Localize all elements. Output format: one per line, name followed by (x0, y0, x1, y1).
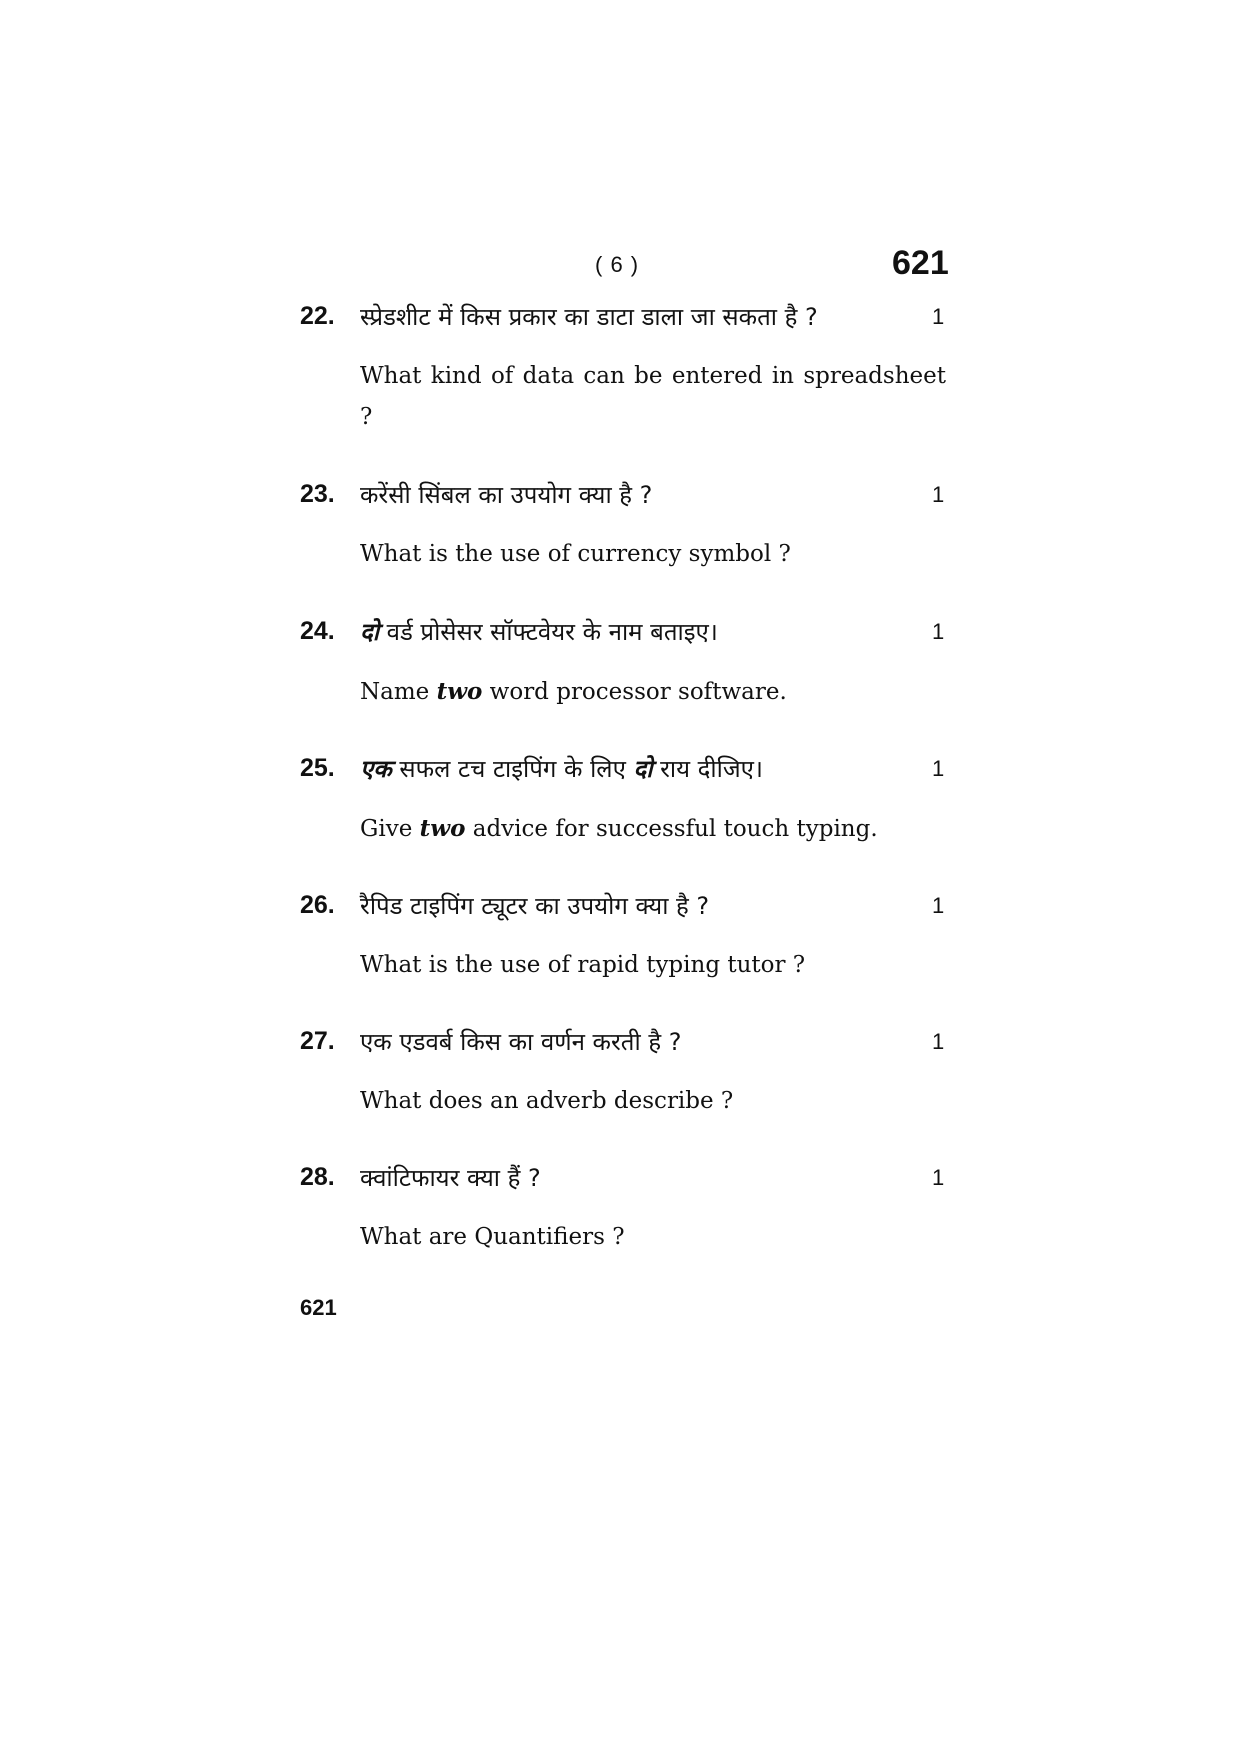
question-text-hindi: रैपिड टाइपिंग ट्यूटर का उपयोग क्या है ? (360, 892, 710, 920)
question-number: 23. (300, 480, 335, 508)
question-number: 22. (300, 302, 335, 330)
question-number: 26. (300, 891, 335, 919)
emphasis-two-hindi: दो (360, 618, 379, 646)
question-text-english: What is the use of currency symbol ? (360, 541, 791, 567)
question-marks: 1 (932, 1165, 945, 1190)
emphasis-one-hindi: एक (360, 755, 392, 783)
question-text-hindi: क्वांटिफायर क्या हैं ? (360, 1164, 541, 1192)
question-text-english: What does an adverb describe ? (360, 1088, 734, 1114)
question-marks: 1 (932, 756, 945, 781)
question-text-english: Name two word processor software. (360, 678, 787, 705)
question-number: 27. (300, 1027, 335, 1055)
question-marks: 1 (932, 482, 945, 507)
question-text-hindi: एक सफल टच टाइपिंग के लिए दो राय दीजिए। (360, 755, 764, 783)
question-text-english: What kind of data can be entered in spreadsheet ? (360, 363, 946, 430)
question-marks: 1 (932, 619, 945, 644)
question-text-hindi: दो वर्ड प्रोसेसर सॉफ्टवेयर के नाम बताइए। (360, 618, 718, 646)
question-text-hindi: एक एडवर्ब किस का वर्णन करती है ? (360, 1028, 682, 1056)
question-text-english: What are Quantifiers ? (360, 1224, 625, 1250)
emphasis-two-hindi: दो (633, 755, 653, 783)
question-number: 28. (300, 1163, 335, 1191)
question-marks: 1 (932, 304, 945, 329)
paper-code-header: 621 (892, 244, 949, 282)
paper-code-footer: 621 (300, 1295, 337, 1320)
page-number: ( 6 ) (595, 252, 640, 277)
question-marks: 1 (932, 1029, 945, 1054)
emphasis-two: two (419, 815, 466, 842)
question-text-english: What is the use of rapid typing tutor ? (360, 952, 806, 978)
question-number: 25. (300, 754, 335, 782)
emphasis-two: two (436, 678, 483, 705)
question-text-hindi: करेंसी सिंबल का उपयोग क्या है ? (360, 481, 653, 509)
question-marks: 1 (932, 893, 945, 918)
question-number: 24. (300, 617, 335, 645)
question-text-english: Give two advice for successful touch typing. (360, 815, 878, 842)
question-text-hindi: स्प्रेडशीट में किस प्रकार का डाटा डाला जा सकता है ? (360, 303, 818, 331)
